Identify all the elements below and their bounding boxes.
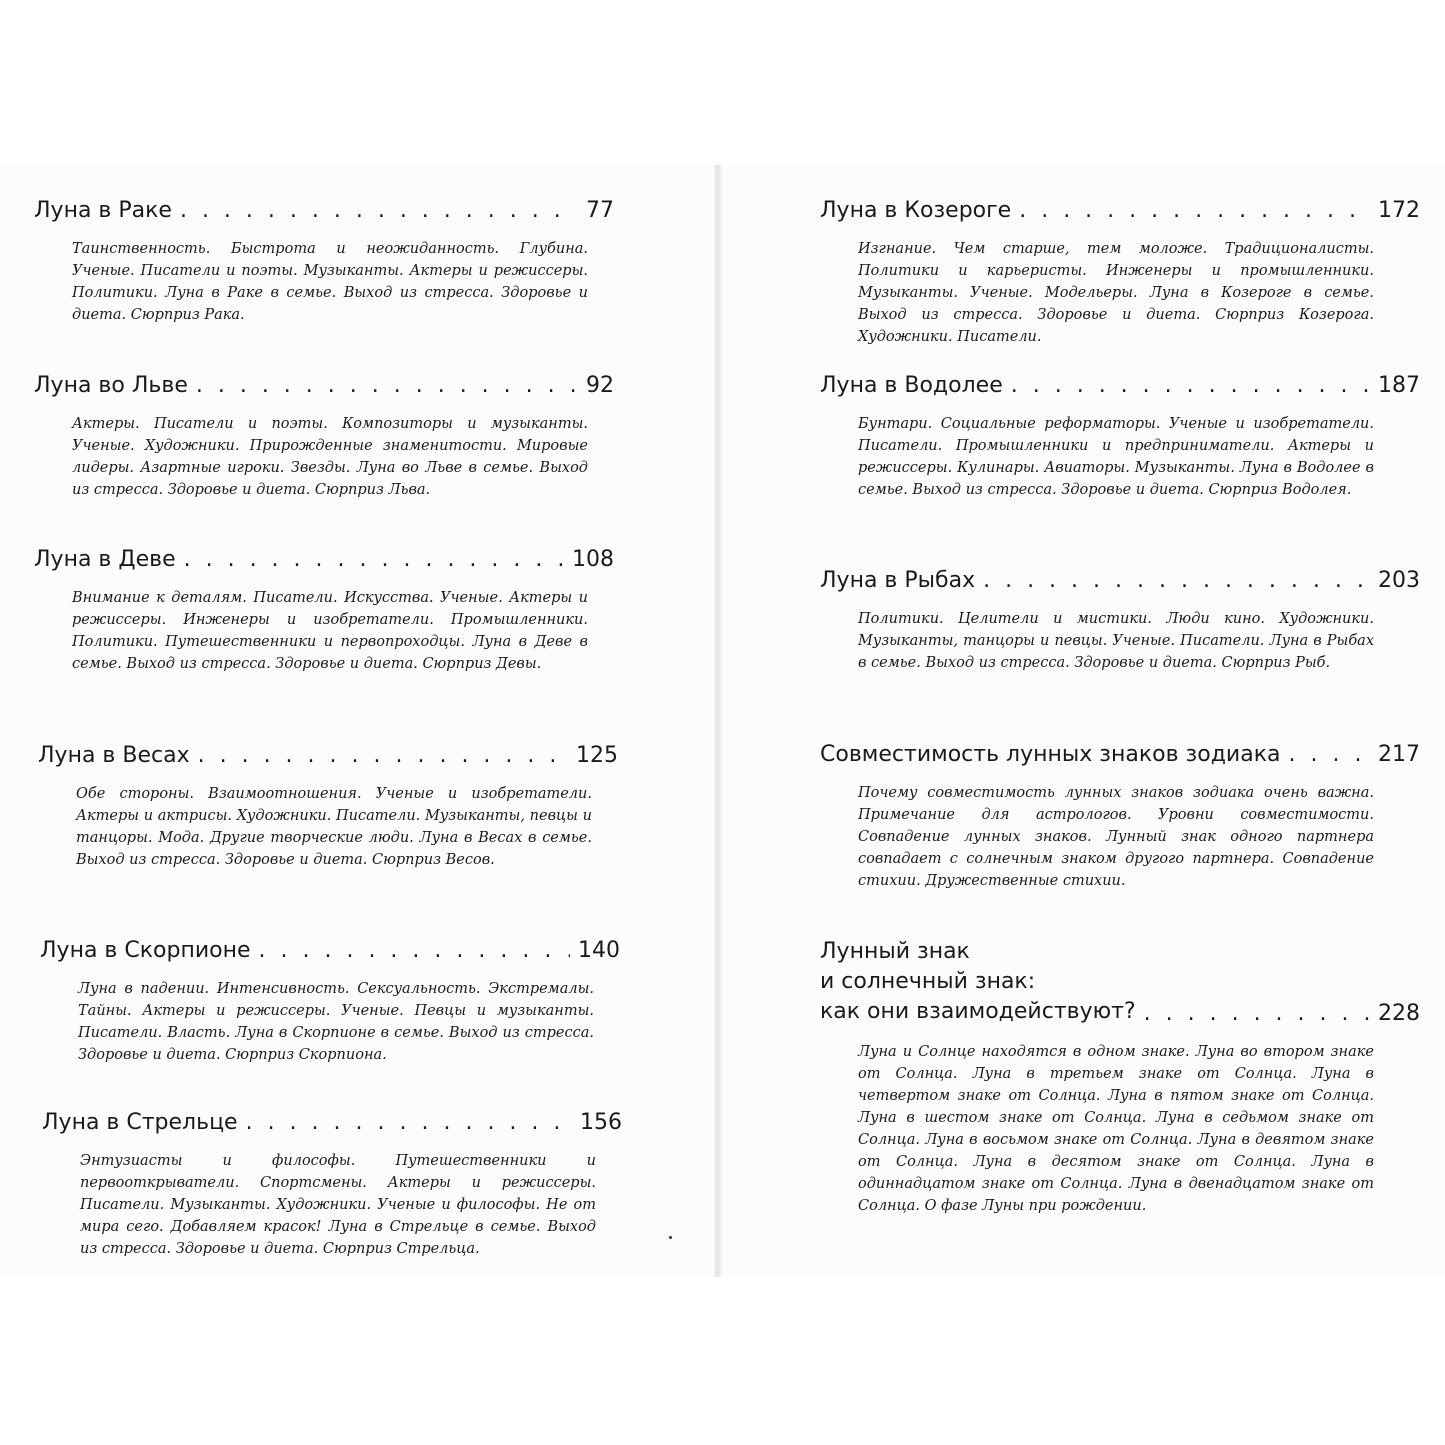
leader-dots	[1288, 742, 1370, 768]
toc-page-number: 217	[1378, 742, 1420, 767]
leader-dots	[259, 938, 570, 964]
toc-title: Луна в Деве	[34, 547, 176, 572]
toc-title: Луна в Скорпионе	[40, 938, 251, 963]
toc-description: Луна в падении. Интенсивность. Сексуальность. Экстремалы. Тайны. Актеры и режиссеры. Ученые. Певцы и музыканты. Писатели. Власть. Луна в Скорпионе в семье. Выход из стресса. Здоровье и диета. Сюрприз Скорпиона.	[78, 981, 594, 1063]
toc-heading	[40, 938, 620, 964]
toc-description: Луна и Солнце находятся в одном знаке. Луна во втором знаке от Солнца. Луна в третьем знаке от Солнца. Луна в четвертом знаке от Солнца. Луна в пятом знаке от Солнца. Луна в шестом знаке от Солнца. Луна в седьмом знаке от Солнца. Луна в восьмом знаке от Солнца. Луна в девятом знаке от Солнца. Луна в десятом знаке от Солнца. Луна в одиннадцатом знаке от Солнца. Луна в двенадцатом знаке от Солнца. О фазе Луны при рождении.	[858, 1044, 1374, 1214]
toc-title: Лунный знак и солнечный знак: как они взаимодействуют?	[820, 939, 1136, 1024]
toc-entry-aquarius	[820, 373, 1420, 501]
stray-mark	[669, 1236, 672, 1239]
toc-entry-cancer	[34, 198, 614, 326]
toc-page-number: 187	[1378, 373, 1420, 398]
toc-entry-leo	[34, 373, 614, 501]
toc-entry-libra	[38, 743, 618, 871]
toc-entry-scorpio	[40, 938, 620, 1066]
toc-entry-virgo	[34, 547, 614, 675]
toc-heading	[34, 373, 614, 399]
leader-dots	[184, 547, 564, 573]
toc-page-number: 108	[572, 547, 614, 572]
toc-heading	[820, 198, 1420, 224]
toc-page-number: 140	[578, 938, 620, 963]
toc-heading	[34, 198, 614, 224]
toc-title: Луна в Весах	[38, 743, 190, 768]
toc-title: Луна в Водолее	[820, 373, 1003, 398]
toc-description: Почему совместимость лунных знаков зодиака очень важна. Примечание для астрологов. Уровни совместимости. Совпадение лунных знаков. Лунный знак одного партнера совпадает с солнечным знаком другого партнера. Совпадение стихии. Дружественные стихии.	[858, 785, 1374, 889]
toc-title: Луна в Раке	[34, 198, 172, 223]
toc-entry-moon-sun-signs	[820, 937, 1420, 1217]
toc-heading	[820, 742, 1420, 768]
toc-entry-capricorn	[820, 198, 1420, 348]
book-gutter	[714, 165, 722, 1277]
toc-entry-sagittarius	[42, 1110, 622, 1260]
toc-description: Изгнание. Чем старше, тем моложе. Традиционалисты. Политики и карьеристы. Инженеры и промышленники. Музыканты. Ученые. Модельеры. Луна в Козероге в семье. Выход из стресса. Здоровье и диета. Сюрприз Козерога. Художники. Писатели.	[858, 241, 1374, 345]
toc-description: Энтузиасты и философы. Путешественники и первооткрыватели. Спортсмены. Актеры и режиссеры. Писатели. Музыканты. Художники. Ученые и философы. Не от мира сего. Добавляем красок! Луна в Стрельце в семье. Выход из стресса. Здоровье и диета. Сюрприз Стрельца.	[80, 1153, 596, 1257]
toc-description: Актеры. Писатели и поэты. Композиторы и музыканты. Ученые. Художники. Прирожденные знаменитости. Мировые лидеры. Азартные игроки. Звезды. Луна во Льве в семье. Выход из стресса. Здоровье и диета. Сюрприз Льва.	[72, 416, 588, 498]
toc-entry-compatibility	[820, 742, 1420, 892]
leader-dots	[1144, 1001, 1370, 1027]
toc-heading	[820, 937, 1420, 1027]
leader-dots	[983, 568, 1370, 594]
toc-page-number: 125	[576, 743, 618, 768]
toc-description: Бунтари. Социальные реформаторы. Ученые и изобретатели. Писатели. Промышленники и предприниматели. Актеры и режиссеры. Кулинары. Авиаторы. Музыканты. Луна в Водолее в семье. Выход из стресса. Здоровье и диета. Сюрприз Водолея.	[858, 416, 1374, 498]
toc-title: Луна в Стрельце	[42, 1110, 238, 1135]
toc-entry-pisces	[820, 568, 1420, 674]
toc-heading	[820, 373, 1420, 399]
leader-dots	[246, 1110, 572, 1136]
toc-page-number: 203	[1378, 568, 1420, 593]
leader-dots	[1011, 373, 1370, 399]
toc-title: Совместимость лунных знаков зодиака	[820, 742, 1281, 767]
toc-title: Луна во Льве	[34, 373, 188, 398]
toc-heading	[38, 743, 618, 769]
toc-title: Луна в Козероге	[820, 198, 1012, 223]
toc-heading	[820, 568, 1420, 594]
toc-page-number: 77	[586, 198, 614, 223]
toc-description: Обе стороны. Взаимоотношения. Ученые и изобретатели. Актеры и актрисы. Художники. Писатели. Музыканты, певцы и танцоры. Мода. Другие творческие люди. Луна в Весах в семье. Выход из стресса. Здоровье и диета. Сюрприз Весов.	[76, 786, 592, 868]
toc-description: Политики. Целители и мистики. Люди кино. Художники. Музыканты, танцоры и певцы. Ученые. Писатели. Луна в Рыбах в семье. Выход из стресса. Здоровье и диета. Сюрприз Рыб.	[858, 611, 1374, 671]
toc-page-number: 92	[586, 373, 614, 398]
toc-title: Луна в Рыбах	[820, 568, 976, 593]
leader-dots	[180, 198, 578, 224]
leader-dots	[1019, 198, 1370, 224]
toc-description: Таинственность. Быстрота и неожиданность. Глубина. Ученые. Писатели и поэты. Музыканты. Актеры и режиссеры. Политики. Луна в Раке в семье. Выход из стресса. Здоровье и диета. Сюрприз Рака.	[72, 241, 588, 323]
leader-dots	[196, 373, 578, 399]
leader-dots	[198, 743, 568, 769]
toc-page-number: 228	[1378, 1001, 1420, 1026]
toc-heading	[42, 1110, 622, 1136]
toc-description: Внимание к деталям. Писатели. Искусства. Ученые. Актеры и режиссеры. Инженеры и изобретатели. Промышленники. Политики. Путешественники и первопроходцы. Луна в Деве в семье. Выход из стресса. Здоровье и диета. Сюрприз Девы.	[72, 590, 588, 672]
toc-heading	[34, 547, 614, 573]
toc-page-number: 172	[1378, 198, 1420, 223]
toc-page-number: 156	[580, 1110, 622, 1135]
